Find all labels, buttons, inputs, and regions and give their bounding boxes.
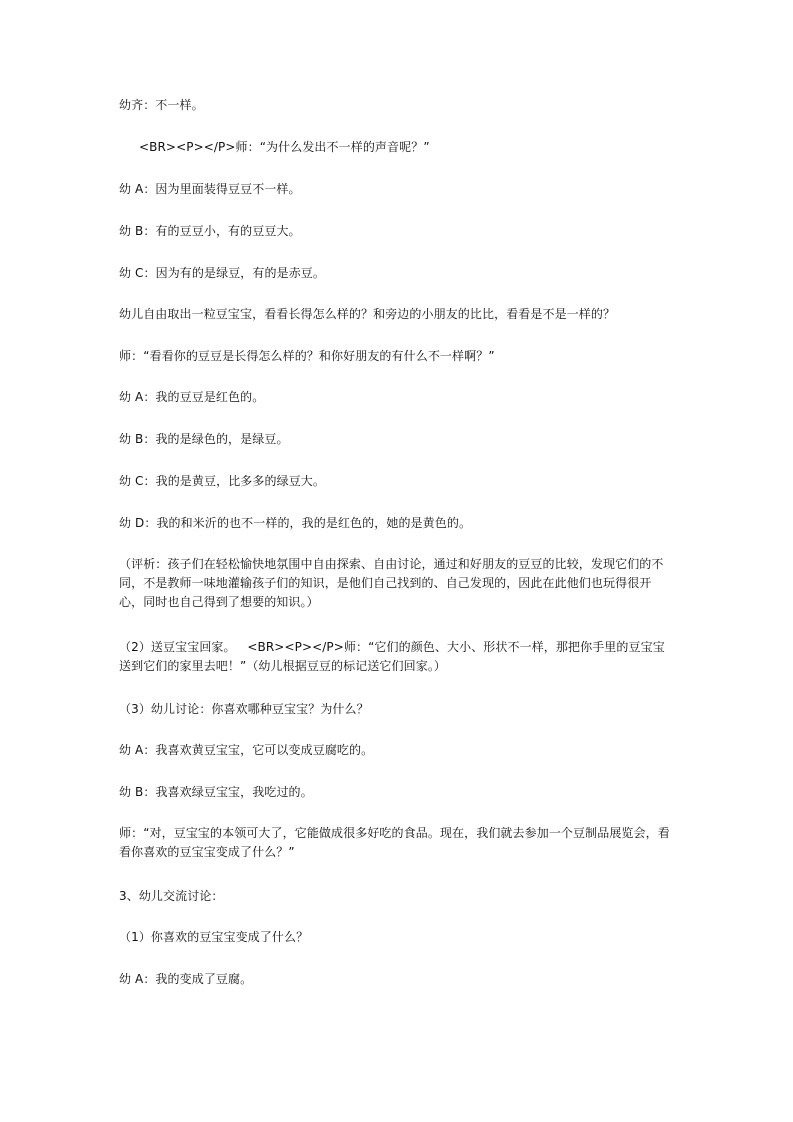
dialogue-line: 幼 B：我的是绿色的，是绿豆。 bbox=[119, 432, 289, 446]
activity-instruction: 幼儿自由取出一粒豆宝宝，看看长得怎么样的？和旁边的小朋友的比比，看看是不是一样的？ bbox=[119, 307, 616, 321]
activity-step: （3）幼儿讨论：你喜欢哪种豆宝宝？为什么？ bbox=[119, 702, 369, 716]
dialogue-line: 幼 A：我的变成了豆腐。 bbox=[119, 972, 253, 986]
dialogue-line: 幼 C：我的是黄豆，比多多的绿豆大。 bbox=[119, 474, 325, 488]
dialogue-line: 幼 A：我喜欢黄豆宝宝，它可以变成豆腐吃的。 bbox=[119, 743, 374, 757]
section-heading: 3、幼儿交流讨论： bbox=[119, 889, 224, 903]
dialogue-line: 幼 B：有的豆豆小，有的豆豆大。 bbox=[119, 224, 301, 238]
dialogue-line: 幼 C：因为有的是绿豆，有的是赤豆。 bbox=[119, 266, 325, 280]
dialogue-line: 幼 A：我的豆豆是红色的。 bbox=[119, 390, 265, 404]
activity-step: （2）送豆宝宝回家。 <BR><P></P>师：“它们的颜色、大小、形状不一样，那把你手里的豆宝宝送到它们的家里去吧！”（幼儿根据豆豆的标记送它们回家。） bbox=[119, 640, 665, 673]
activity-step: （1）你喜欢的豆宝宝变成了什么？ bbox=[119, 930, 309, 944]
teacher-statement: 师：“对，豆宝宝的本领可大了，它能做成很多好吃的食品。现在，我们就去参加一个豆制品展览会，看看你喜欢的豆宝宝变成了什么？” bbox=[119, 826, 670, 859]
dialogue-line: 幼 A：因为里面装得豆豆不一样。 bbox=[119, 182, 301, 196]
dialogue-line: 幼 D：我的和米沂的也不一样的，我的是红色的，她的是黄色的。 bbox=[119, 516, 472, 530]
dialogue-line: 幼 B：我喜欢绿豆宝宝，我吃过的。 bbox=[119, 785, 313, 799]
teacher-question: 师：“看看你的豆豆是长得怎么样的？和你好朋友的有什么不一样啊？” bbox=[119, 349, 495, 363]
teacher-question: <BR><P></P>师：“为什么发出不一样的声音呢？” bbox=[139, 140, 430, 154]
commentary-paragraph: （评析：孩子们在轻松愉快地氛围中自由探索、自由讨论，通过和好朋友的豆豆的比较，发现它们的不同，不是教师一味地灌输孩子们的知识，是他们自己找到的、自己发现的，因此在此他们也玩得很开心，同时也自己得到了想要的知识。） bbox=[119, 557, 664, 609]
dialogue-line: 幼齐：不一样。 bbox=[119, 98, 204, 112]
